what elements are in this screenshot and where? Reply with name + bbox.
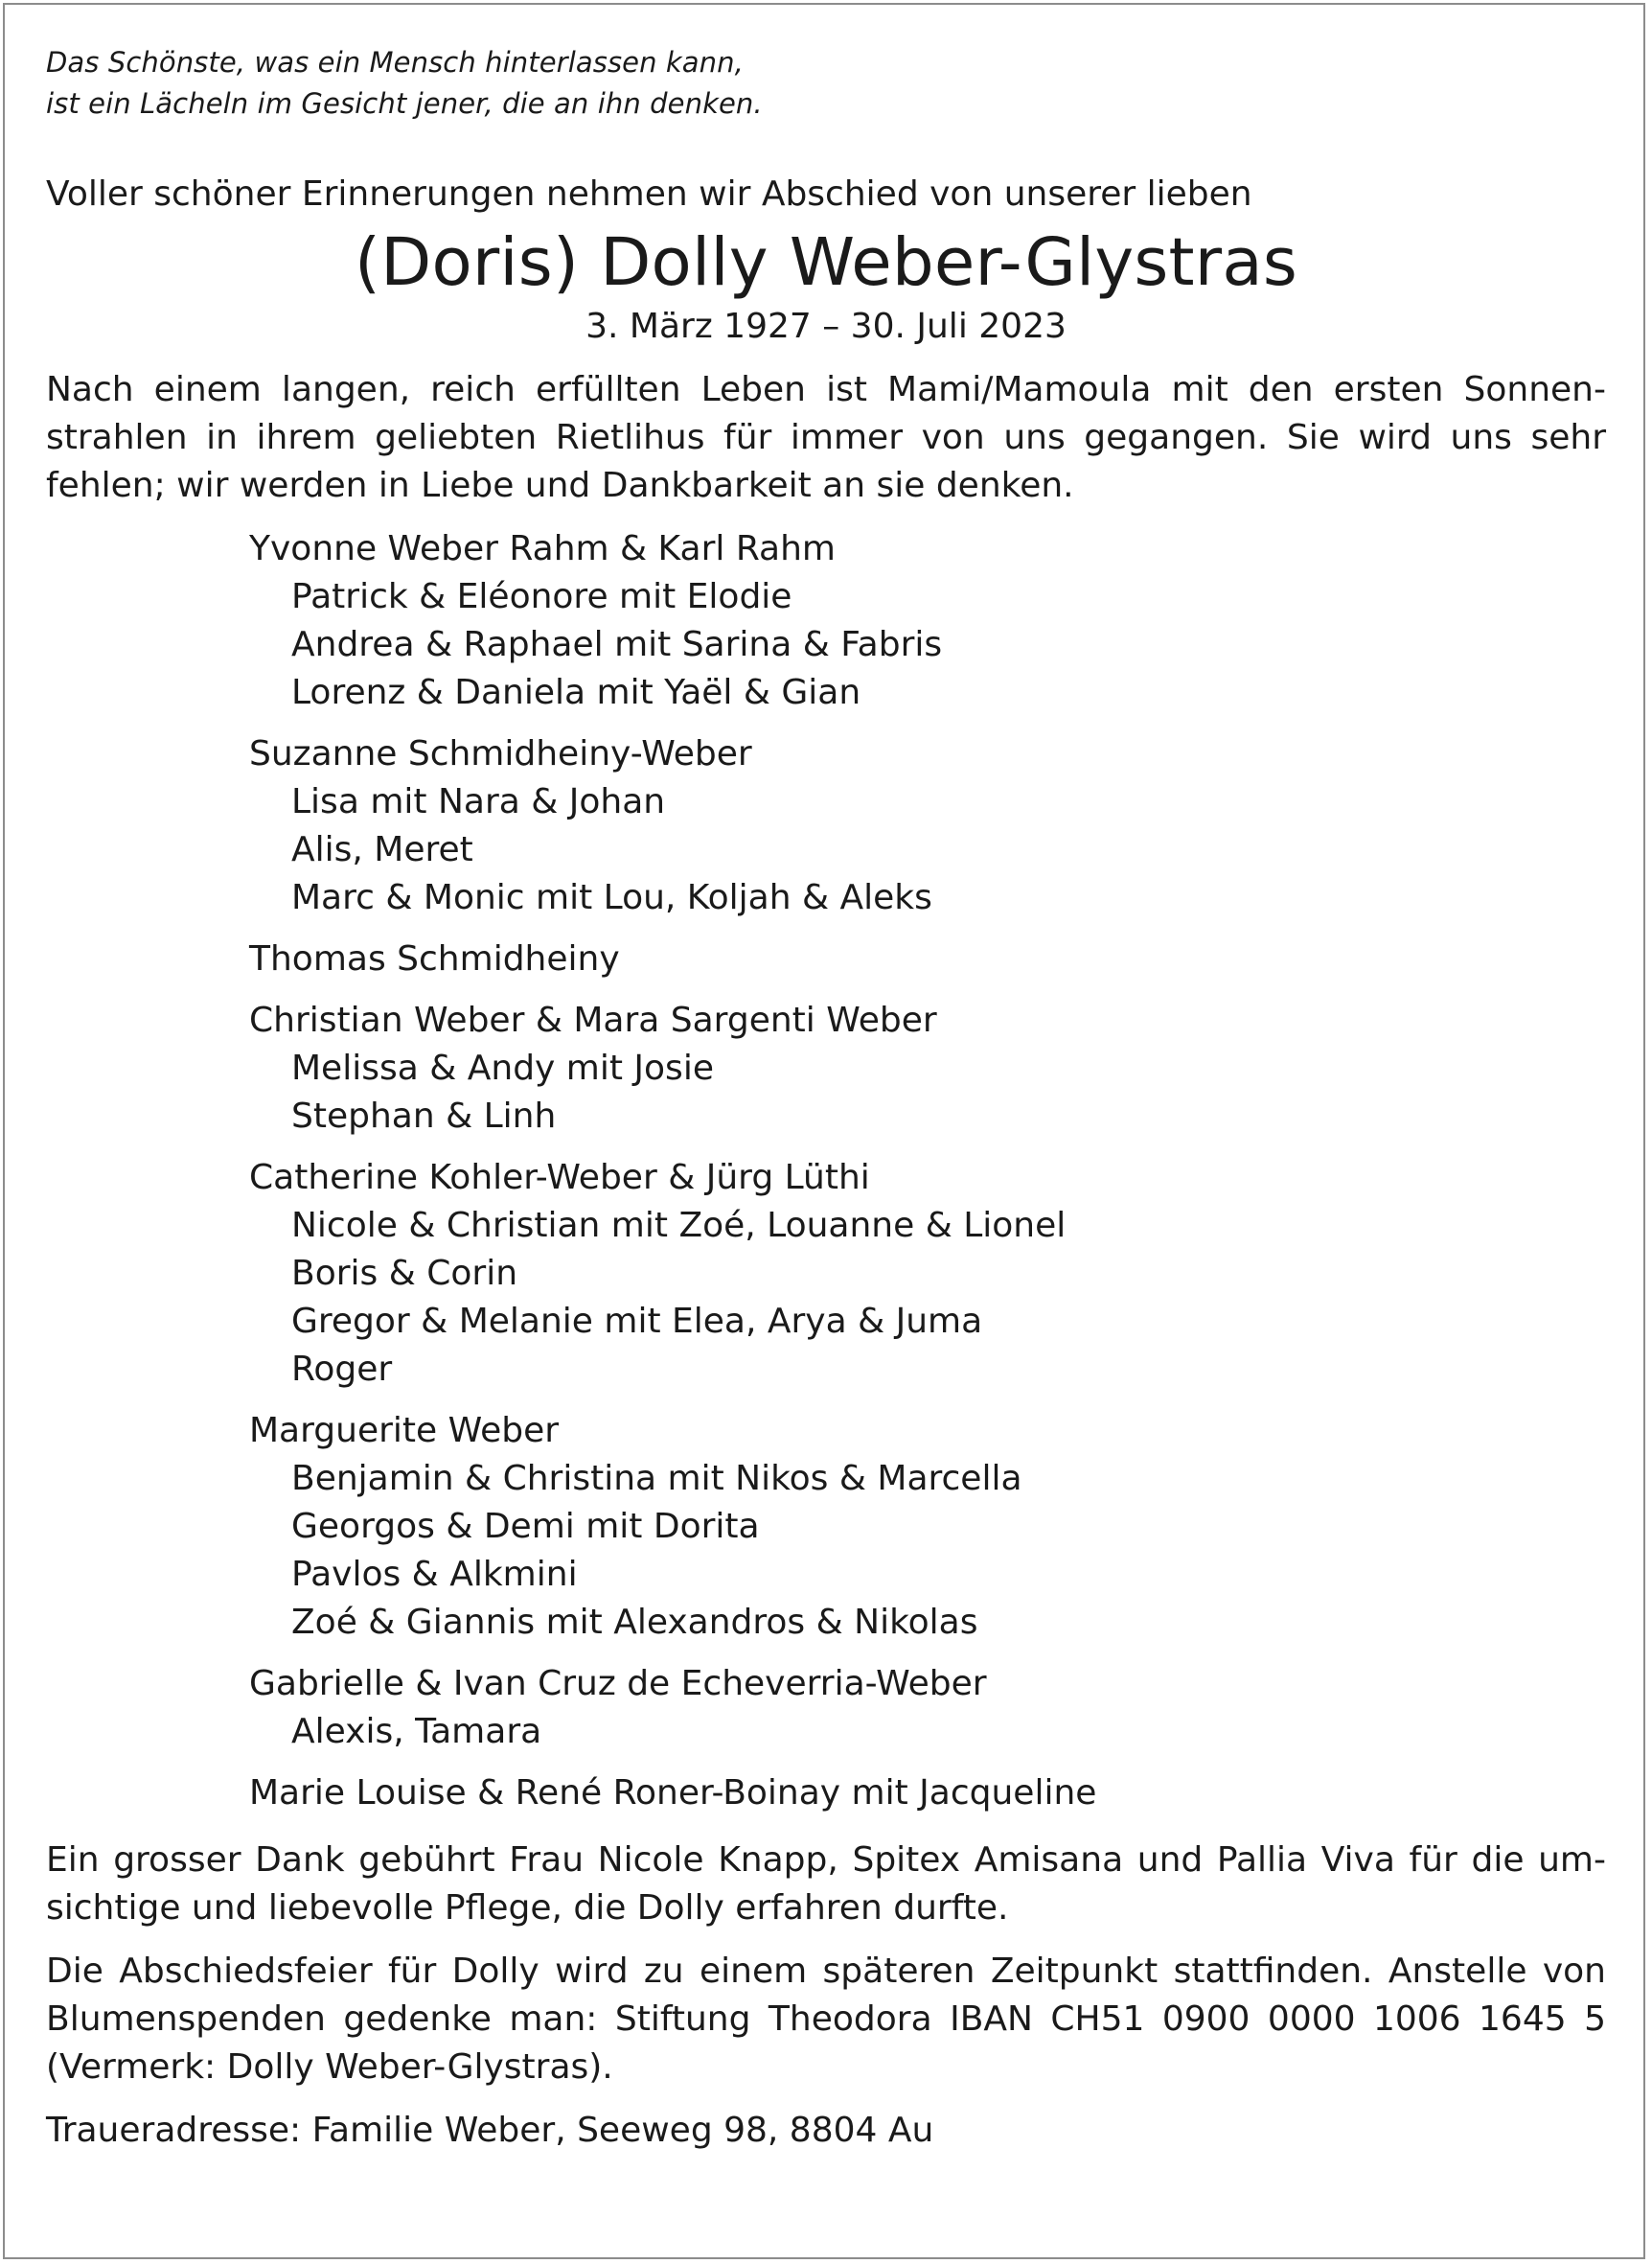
family-member: Benjamin & Christina mit Nikos & Marcella xyxy=(291,1459,1022,1498)
family-group xyxy=(249,936,1606,983)
mourning-address: Traueradresse: Familie Weber, Seeweg 98, 8804 Au xyxy=(46,2111,934,2150)
family-group-head: Christian Weber & Mara Sargenti Weber xyxy=(249,1001,937,1040)
family-member: Patrick & Eléonore mit Elodie xyxy=(291,577,792,616)
family-member: Melissa & Andy mit Josie xyxy=(291,1049,714,1088)
life-dates: 3. März 1927 – 30. Juli 2023 xyxy=(585,307,1067,346)
family-member: Nicole & Christian mit Zoé, Louanne & Lionel xyxy=(291,1206,1067,1245)
family-group xyxy=(249,1407,1606,1647)
motto-line-1: Das Schönste, was ein Mensch hinterlassen kann, xyxy=(46,46,744,79)
family-group xyxy=(249,1154,1606,1394)
deceased-name: (Doris) Dolly Weber-Glystras xyxy=(355,224,1297,301)
family-member: Gregor & Melanie mit Elea, Arya & Juma xyxy=(291,1302,983,1341)
motto-line-2: ist ein Lächeln im Gesicht jener, die an ihn denken. xyxy=(46,87,763,120)
paragraph-ceremony: Die Abschiedsfeier für Dolly wird zu einem späteren Zeitpunkt stattfinden. Anstelle von Blumenspenden gedenke man: Stiftung Theodora IBAN CH51 0900 0000 1006 1645 5 (Vermerk: Dolly Weber-Glystras). xyxy=(46,1952,1606,2087)
family-group-head: Thomas Schmidheiny xyxy=(249,939,620,979)
family-group xyxy=(249,1660,1606,1756)
family-member: Alexis, Tamara xyxy=(291,1712,542,1751)
family-group xyxy=(249,997,1606,1141)
family-member: Alis, Meret xyxy=(291,830,473,869)
family-group xyxy=(249,525,1606,717)
paragraph-life: Nach einem langen, reich erfüllten Leben ist Mami/Mamoula mit den ersten Sonnenstrahlen in ihrem geliebten Rietlihus für immer von uns gegangen. Sie wird uns sehr fehlen; wir werden in Liebe und Dankbarkeit an sie denken. xyxy=(46,370,1606,505)
family-group-head: Yvonne Weber Rahm & Karl Rahm xyxy=(249,529,836,568)
family-list xyxy=(249,525,1606,1817)
family-member: Lorenz & Daniela mit Yaël & Gian xyxy=(291,673,861,712)
family-member: Andrea & Raphael mit Sarina & Fabris xyxy=(291,625,943,664)
family-group xyxy=(249,730,1606,922)
family-group xyxy=(249,1769,1606,1817)
family-member: Roger xyxy=(291,1350,393,1389)
family-member: Zoé & Giannis mit Alexandros & Nikolas xyxy=(291,1603,978,1642)
family-member: Boris & Corin xyxy=(291,1254,518,1293)
family-member: Pavlos & Alkmini xyxy=(291,1555,578,1594)
paragraph-thanks: Ein grosser Dank gebührt Frau Nicole Knapp, Spitex Amisana und Pallia Viva für die umsichtige und liebevolle Pflege, die Dolly erfahren durfte. xyxy=(46,1840,1606,1928)
obituary-notice xyxy=(46,42,1606,2155)
family-group-head: Catherine Kohler-Weber & Jürg Lüthi xyxy=(249,1158,870,1197)
family-group-head: Marie Louise & René Roner-Boinay mit Jacqueline xyxy=(249,1773,1097,1813)
family-group-head: Suzanne Schmidheiny-Weber xyxy=(249,734,752,774)
family-group-head: Gabrielle & Ivan Cruz de Echeverria-Weber xyxy=(249,1664,987,1703)
family-member: Marc & Monic mit Lou, Koljah & Aleks xyxy=(291,878,932,917)
intro-text: Voller schöner Erinnerungen nehmen wir Abschied von unserer lieben xyxy=(46,174,1252,214)
family-member: Lisa mit Nara & Johan xyxy=(291,782,666,821)
family-group-head: Marguerite Weber xyxy=(249,1411,560,1450)
family-member: Georgos & Demi mit Dorita xyxy=(291,1507,760,1546)
family-member: Stephan & Linh xyxy=(291,1097,557,1136)
